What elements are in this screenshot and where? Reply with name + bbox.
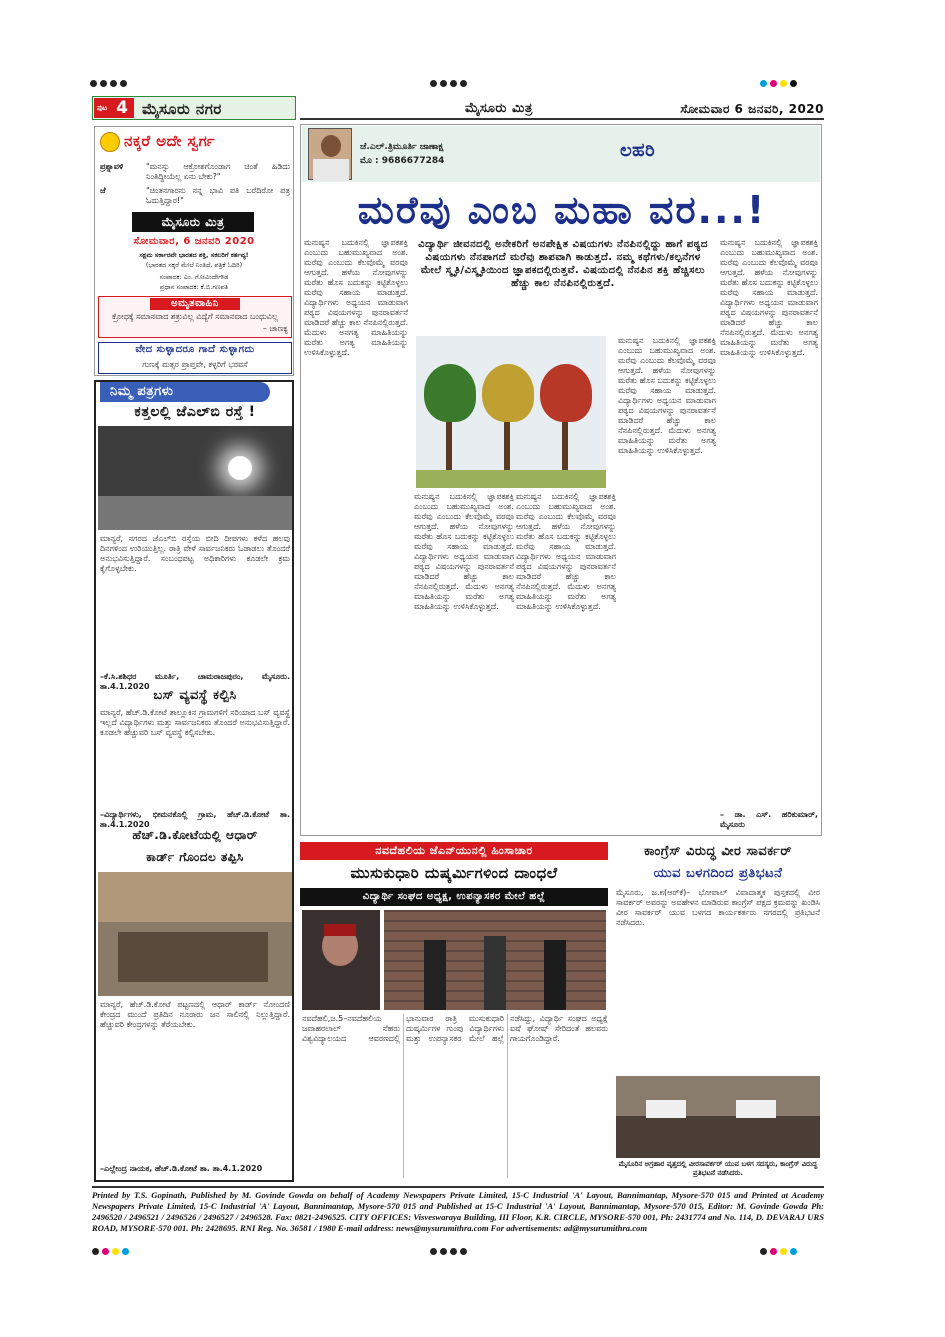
paper-name: ಮೈಸೂರು ಮಿತ್ರ [465, 101, 533, 116]
page-number: 4 [110, 98, 134, 118]
column-name: ಲಹರಿ [620, 140, 656, 161]
masthead-logo: ಮೈಸೂರು ಮಿತ್ರ [132, 212, 254, 232]
letter1-body: ಮಾನ್ಯರೆ, ನಗರದ ಜೆಎಲ್‌ಬಿ ರಸ್ತೆಯ ಬೀದಿ ದೀಪಗಳು ಕಳೆದ ಹಲವು ದಿನಗಳಿಂದ ಉರಿಯುತ್ತಿಲ್ಲ. ರಾತ್ರಿ ವೇಳೆ ಸಾರ್ವಜನಿಕರು ಓಡಾಡಲು ತೊಂದರೆ ಅನುಭವಿಸುತ್ತಿದ್ದಾರೆ. ಸಂಬಂಧಪಟ್ಟ ಅಧಿಕಾರಿಗಳು ಕೂಡಲೇ ಕ್ರಮ ಕೈಗೊಳ್ಳಬೇಕು. [100, 534, 290, 573]
issue-date: ಸೋಮವಾರ 6 ಜನವರಿ, 2020 [680, 102, 824, 116]
humor-a-label: ಜೆ [100, 186, 106, 195]
footer-rule [92, 1186, 824, 1188]
masthead-line4: ಪ್ರಧಾನ ಸಂಪಾದಕ: ಕೆ.ಬಿ.ಗಣಪತಿ [159, 283, 229, 291]
street-night-photo [98, 426, 292, 530]
humor-question: "ಮನಸ್ಸು ಆಕ್ರೋಶಗೊಂಡಾಗ ಚಿಂತೆ ಹಿಡಿದು ನಿಂತಿದ್ದೀಯೆಲ್ಲ ಏನು ಬೇಕು?" [146, 162, 290, 181]
section-title: ಮೈಸೂರು ನಗರ [142, 100, 222, 118]
letter2-signature: –ವಿದ್ಯಾರ್ಥಿಗಳು, ಭೀಮನಕೊಲ್ಲಿ ಗ್ರಾಮ, ಹೆಚ್.ಡಿ.ಕೋಟೆ ತಾ. ತಾ.4.1.2020 [100, 810, 290, 829]
letter3-title: ಹೆಚ್.ಡಿ.ಕೋಟೆಯಲ್ಲಿ ಆಧಾರ್ [132, 828, 258, 842]
registration-dots-top-left [90, 72, 190, 82]
registration-dots-top-right [760, 72, 840, 82]
letter1-title: ಕತ್ತಲಲ್ಲಿ ಜೆಎಲ್‌ಬಿ ರಸ್ತೆ ! [134, 404, 256, 420]
veda-text: ಗುಣಕ್ಕೆ ಮತ್ಸರ ಪ್ರಾಪ್ತವೇ, ಕಳ್ಳರಿಗೆ ಭರವಸೆ [142, 360, 248, 369]
feature-author-credit: – ಡಾ. ಎಸ್. ಹರಿಕುಮಾರ್, ಮೈಸೂರು [720, 810, 818, 829]
feature-body-col1: ಮನುಷ್ಯನ ಬದುಕಿನಲ್ಲಿ ಜ್ಞಾಪಕಶಕ್ತಿ ಎಂಬುದು ಬಹುಮುಖ್ಯವಾದ ಅಂಶ. ಮರೆವು ಎಂಬುದು ಕೆಲವೊಮ್ಮೆ ವರವೂ ಆಗುತ್ತದೆ. ಹಳೆಯ ನೋವುಗಳನ್ನು ಮರೆತು ಹೊಸ ಬದುಕನ್ನು ಕಟ್ಟಿಕೊಳ್ಳಲು ಮರೆವು ಸಹಾಯ ಮಾಡುತ್ತದೆ. ವಿದ್ಯಾರ್ಥಿಗಳು ಅಧ್ಯಯನ ಮಾಡುವಾಗ ಪಠ್ಯದ ವಿಷಯಗಳನ್ನು ಪುನರಾವರ್ತನೆ ಮಾಡಿದರೆ ಹೆಚ್ಚು ಕಾಲ ನೆನಪಿನಲ್ಲಿರುತ್ತದೆ. ಮೆದುಳು ಅನಗತ್ಯ ಮಾಹಿತಿಯನ್ನು ಮರೆತು ಅಗತ್ಯ ಮಾಹಿತಿಯನ್ನು ಉಳಿಸಿಕೊಳ್ಳುತ್ತದೆ. [304, 238, 408, 357]
feature-body-col5: ಮನುಷ್ಯನ ಬದುಕಿನಲ್ಲಿ ಜ್ಞಾಪಕಶಕ್ತಿ ಎಂಬುದು ಬಹುಮುಖ್ಯವಾದ ಅಂಶ. ಮರೆವು ಎಂಬುದು ಕೆಲವೊಮ್ಮೆ ವರವೂ ಆಗುತ್ತದೆ. ಹಳೆಯ ನೋವುಗಳನ್ನು ಮರೆತು ಹೊಸ ಬದುಕನ್ನು ಕಟ್ಟಿಕೊಳ್ಳಲು ಮರೆವು ಸಹಾಯ ಮಾಡುತ್ತದೆ. ವಿದ್ಯಾರ್ಥಿಗಳು ಅಧ್ಯಯನ ಮಾಡುವಾಗ ಪಠ್ಯದ ವಿಷಯಗಳನ್ನು ಪುನರಾವರ್ತನೆ ಮಾಡಿದರೆ ಹೆಚ್ಚು ಕಾಲ ನೆನಪಿನಲ್ಲಿರುತ್ತದೆ. ಮೆದುಳು ಅನಗತ್ಯ ಮಾಹಿತಿಯನ್ನು ಮರೆತು ಅಗತ್ಯ ಮಾಹಿತಿಯನ್ನು ಉಳಿಸಿಕೊಳ್ಳುತ್ತದೆ. [720, 238, 818, 357]
feature-title: ಮರೆವು ಎಂಬ ಮಹಾ ವರ...! [357, 188, 767, 232]
registration-dots-bottom-left [92, 1240, 192, 1250]
page-label: ಪುಟ [94, 98, 110, 118]
injured-student-photo [302, 910, 380, 1010]
feature-intro: ವಿದ್ಯಾರ್ಥಿ ಜೀವನದಲ್ಲಿ ಅನೇಕರಿಗೆ ಅನಪೇಕ್ಷಿತ ವಿಷಯಗಳು ನೆನಪಿನಲ್ಲಿದ್ದು ಹಾಗೆ ಪಠ್ಯದ ವಿಷಯಗಳು ನೆನಪಾಗದೆ ಮರೆವು ಶಾಪವಾಗಿ ಕಾಡುತ್ತದೆ. ನಮ್ಮ ಕಥೆಗಳು/ಕಲ್ಪನೆಗಳ ಮೇಲೆ ಸ್ಮೃತಿ/ವಿಸ್ಮೃತಿಯಿಂದ ಜ್ಞಾಪಕದಲ್ಲಿರುತ್ತವೆ. ವಿಷಯದಲ್ಲಿ ನೆನಪಿನ ಶಕ್ತಿ ಹೆಚ್ಚಿಸಲು ಹೆಚ್ಚು ಕಾಲ ನೆನಪಿನಲ್ಲಿರುತ್ತದೆ. [418, 239, 708, 289]
letter3-body: ಮಾನ್ಯರೆ, ಹೆಚ್.ಡಿ.ಕೋಟೆ ಪಟ್ಟಣದಲ್ಲಿ ಆಧಾರ್ ಕಾರ್ಡ್ ನೋಂದಣಿ ಕೇಂದ್ರದ ಮುಂದೆ ಪ್ರತಿದಿನ ನೂರಾರು ಜನ ಸಾಲಿನಲ್ಲಿ ನಿಲ್ಲುತ್ತಿದ್ದಾರೆ. ಹೆಚ್ಚುವರಿ ಕೇಂದ್ರಗಳನ್ನು ತೆರೆಯಬೇಕು. [100, 1000, 290, 1029]
jnu-title: ಮುಸುಕುಧಾರಿ ದುಷ್ಕರ್ಮಿಗಳಿಂದ ದಾಂಧಲೆ [350, 864, 558, 882]
feature-body-col4: ಮನುಷ್ಯನ ಬದುಕಿನಲ್ಲಿ ಜ್ಞಾಪಕಶಕ್ತಿ ಎಂಬುದು ಬಹುಮುಖ್ಯವಾದ ಅಂಶ. ಮರೆವು ಎಂಬುದು ಕೆಲವೊಮ್ಮೆ ವರವೂ ಆಗುತ್ತದೆ. ಹಳೆಯ ನೋವುಗಳನ್ನು ಮರೆತು ಹೊಸ ಬದುಕನ್ನು ಕಟ್ಟಿಕೊಳ್ಳಲು ಮರೆವು ಸಹಾಯ ಮಾಡುತ್ತದೆ. ವಿದ್ಯಾರ್ಥಿಗಳು ಅಧ್ಯಯನ ಮಾಡುವಾಗ ಪಠ್ಯದ ವಿಷಯಗಳನ್ನು ಪುನರಾವರ್ತನೆ ಮಾಡಿದರೆ ಹೆಚ್ಚು ಕಾಲ ನೆನಪಿನಲ್ಲಿರುತ್ತದೆ. ಮೆದುಳು ಅನಗತ್ಯ ಮಾಹಿತಿಯನ್ನು ಮರೆತು ಅಗತ್ಯ ಮಾಹಿತಿಯನ್ನು ಉಳಿಸಿಕೊಳ್ಳುತ್ತದೆ. [618, 336, 716, 455]
jnu-kicker: ನವದೆಹಲಿಯ ಜೆಎನ್‌ಯುನಲ್ಲಿ ಹಿಂಸಾಚಾರ [300, 842, 608, 860]
jnu-body: ನವದೆಹಲಿ,ಜ.5–ನವದೆಹಲಿಯ ಜವಾಹರಲಾಲ್ ನೆಹರು ವಿಶ್ವವಿದ್ಯಾಲಯದ ಆವರಣದಲ್ಲಿ ಭಾನುವಾರ ರಾತ್ರಿ ಮುಸುಕುಧಾರಿ ದುಷ್ಕರ್ಮಿಗಳ ಗುಂಪು ವಿದ್ಯಾರ್ಥಿಗಳು ಮತ್ತು ಉಪನ್ಯಾಸಕರ ಮೇಲೆ ಹಲ್ಲೆ ನಡೆಸಿದ್ದು, ವಿದ್ಯಾರ್ಥಿ ಸಂಘದ ಅಧ್ಯಕ್ಷೆ ಐಷೆ ಘೋಷ್ ಸೇರಿದಂತೆ ಹಲವರು ಗಾಯಗೊಂಡಿದ್ದಾರೆ. [302, 1014, 608, 1043]
columnist-phone: ಮೊ : 9686677284 [360, 156, 445, 166]
feature-body-col2: ಮನುಷ್ಯನ ಬದುಕಿನಲ್ಲಿ ಜ್ಞಾಪಕಶಕ್ತಿ ಎಂಬುದು ಬಹುಮುಖ್ಯವಾದ ಅಂಶ. ಮರೆವು ಎಂಬುದು ಕೆಲವೊಮ್ಮೆ ವರವೂ ಆಗುತ್ತದೆ. ಹಳೆಯ ನೋವುಗಳನ್ನು ಮರೆತು ಹೊಸ ಬದುಕನ್ನು ಕಟ್ಟಿಕೊಳ್ಳಲು ಮರೆವು ಸಹಾಯ ಮಾಡುತ್ತದೆ. ವಿದ್ಯಾರ್ಥಿಗಳು ಅಧ್ಯಯನ ಮಾಡುವಾಗ ಪಠ್ಯದ ವಿಷಯಗಳನ್ನು ಪುನರಾವರ್ತನೆ ಮಾಡಿದರೆ ಹೆಚ್ಚು ಕಾಲ ನೆನಪಿನಲ್ಲಿರುತ್ತದೆ. ಮೆದುಳು ಅನಗತ್ಯ ಮಾಹಿತಿಯನ್ನು ಮರೆತು ಅಗತ್ಯ ಮಾಹಿತಿಯನ್ನು ಉಳಿಸಿಕೊಳ್ಳುತ್ತದೆ. [414, 492, 514, 611]
masthead-line3: ಸಂಪಾದಕ: ಎಂ. ಗೋವಿಂದೇಗೌಡ [159, 273, 229, 281]
header-rule [300, 118, 824, 120]
masthead-line1: ಸಕ್ಷಮ ಸರ್ಕಾರವೇ ಭಾರತದ ಶಕ್ತಿ, ಸಕಲರಿಗೆ ಕರ್ತವ್ಯ! [139, 251, 249, 259]
protest-photo [616, 1076, 820, 1158]
amrutha-title: ಅಮೃತವಾಹಿನಿ [150, 298, 240, 310]
masked-attackers-photo [384, 910, 606, 1010]
humor-q-label: ಪ್ರಶ್ನಾವಳಿ [100, 162, 124, 171]
registration-dots-bottom-center [430, 1240, 510, 1250]
jnu-subtitle: ವಿದ್ಯಾರ್ಥಿ ಸಂಘದ ಅಧ್ಯಕ್ಷ, ಉಪನ್ಯಾಸಕರ ಮೇಲೆ ಹಲ್ಲೆ [300, 888, 608, 906]
letter1-signature: –ಕೆ.ಸಿ.ಶಶಿಧರ ಮೂರ್ತಿ, ಚಾಮರಾಜಪುರಂ, ಮೈಸೂರು. ತಾ.4.1.2020 [100, 672, 290, 691]
masthead-line2: (ಭಾರತದ ಸಕ್ಕರೆ ಮೇಲೆ ನಿಂತಿದೆ, ಪತ್ರಿಕೆ ಓದಿರಿ) [145, 261, 243, 269]
registration-dots-bottom-right [760, 1240, 840, 1250]
columnist-name: ಜೆ.ಎಲ್.ತ್ರಿಮೂರ್ತಿ ಜಾಣಾಕ್ಷ [360, 142, 444, 152]
letters-banner: ನಿಮ್ಮ ಪತ್ರಗಳು [100, 382, 270, 402]
veda-title: ವೇದ ಸುಳ್ಳಾದರೂ ಗಾದೆ ಸುಳ್ಳಾಗದು [135, 344, 255, 355]
letter2-title: ಬಸ್ ವ್ಯವಸ್ಥೆ ಕಲ್ಪಿಸಿ [153, 688, 237, 703]
footer-imprint: Printed by T.S. Gopinath, Published by M. Govinde Gowda on behalf of Academy Newspapers Private Limited, 15-C Industrial 'A' Layout, Bannimantap, Mysore-570 015 and Printed at Academy Newspapers Private Limited, 15-C Industrial 'A' Layout, Bannimantap, Mysore-570 015 and Published at 15-C Industrial 'A' Layout, Bannimantap, Mysore-570 015, Editor: M. Govinde Gowda Ph: 2496520 / 2496521 / 2496526 / 2496527 / 2496528. Fax: 0821-2496525. CITY OFFICES: Visveswaraya Building, III Floor, K.R. CIRCLE, MYSORE-570 001, Ph: 2431774 and No. 114, D. DEVARAJ URS ROAD, MYSORE-570 001. Ph: 2428695. RNI Reg. No. 36581 / 1980 E-mail address: news@mysurumithra.com For advertisements: ad@mysurumithra.com [92, 1190, 824, 1233]
savarkar-body: ಮೈಸೂರು, ಜ.೫(ಆರ್‌ಕೆ)– ಭೋಪಾಲ್ ವಿವಾದಾತ್ಮಕ ಪುಸ್ತಕದಲ್ಲಿ ವೀರ ಸಾವರ್ಕರ್ ಅವರನ್ನು ಅವಹೇಳನ ಮಾಡಿರುವ ಕಾಂಗ್ರೆಸ್ ಪಕ್ಷದ ಕ್ರಮವನ್ನು ಖಂಡಿಸಿ ವೀರ ಸಾವರ್ಕರ್ ಯುವ ಬಳಗದ ಕಾರ್ಯಕರ್ತರು ನಗರದಲ್ಲಿ ಪ್ರತಿಭಟನೆ ನಡೆಸಿದರು. [616, 888, 820, 927]
trees-head-illustration [416, 336, 606, 488]
feature-body-col3: ಮನುಷ್ಯನ ಬದುಕಿನಲ್ಲಿ ಜ್ಞಾಪಕಶಕ್ತಿ ಎಂಬುದು ಬಹುಮುಖ್ಯವಾದ ಅಂಶ. ಮರೆವು ಎಂಬುದು ಕೆಲವೊಮ್ಮೆ ವರವೂ ಆಗುತ್ತದೆ. ಹಳೆಯ ನೋವುಗಳನ್ನು ಮರೆತು ಹೊಸ ಬದುಕನ್ನು ಕಟ್ಟಿಕೊಳ್ಳಲು ಮರೆವು ಸಹಾಯ ಮಾಡುತ್ತದೆ. ವಿದ್ಯಾರ್ಥಿಗಳು ಅಧ್ಯಯನ ಮಾಡುವಾಗ ಪಠ್ಯದ ವಿಷಯಗಳನ್ನು ಪುನರಾವರ್ತನೆ ಮಾಡಿದರೆ ಹೆಚ್ಚು ಕಾಲ ನೆನಪಿನಲ್ಲಿರುತ್ತದೆ. ಮೆದುಳು ಅನಗತ್ಯ ಮಾಹಿತಿಯನ್ನು ಮರೆತು ಅಗತ್ಯ ಮಾಹಿತಿಯನ್ನು ಉಳಿಸಿಕೊಳ್ಳುತ್ತದೆ. [516, 492, 616, 611]
savarkar-title-2: ಯುವ ಬಳಗದಿಂದ ಪ್ರತಿಭಟನೆ [653, 866, 783, 881]
laughing-face-icon [100, 132, 120, 152]
letter2-body: ಮಾನ್ಯರೆ, ಹೆಚ್.ಡಿ.ಕೋಟೆ ತಾಲ್ಲೂಕಿನ ಗ್ರಾಮಗಳಿಗೆ ಸರಿಯಾದ ಬಸ್ ವ್ಯವಸ್ಥೆ ಇಲ್ಲದೆ ವಿದ್ಯಾರ್ಥಿಗಳು ಮತ್ತು ಸಾರ್ವಜನಿಕರು ತೊಂದರೆ ಅನುಭವಿಸುತ್ತಿದ್ದಾರೆ. ಕೂಡಲೇ ಹೆಚ್ಚುವರಿ ಬಸ್ ವ್ಯವಸ್ಥೆ ಕಲ್ಪಿಸಬೇಕು. [100, 708, 290, 737]
amrutha-text: ಕ್ರೋಧಕ್ಕೆ ಸಮಾನವಾದ ಶತ್ರುವಿಲ್ಲ ವಿದ್ಯೆಗೆ ಸಮಾನವಾದ ಬಂಧುವಿಲ್ಲ [112, 312, 278, 321]
letter3-title-2: ಕಾರ್ಡ್ ಗೊಂದಲ ತಪ್ಪಿಸಿ [146, 850, 244, 864]
feature-header [302, 126, 820, 182]
letter3-signature: –ಎಲ್ಲೇಂದ್ರ ನಾಯಕ, ಹೆಚ್.ಡಿ.ಕೋಟೆ ತಾ. ತಾ.4.1.2020 [100, 1164, 263, 1173]
amrutha-credit: – ಚಾಣಕ್ಯ [262, 324, 288, 333]
savarkar-title: ಕಾಂಗ್ರೆಸ್ ವಿರುದ್ಧ ವೀರ ಸಾವರ್ಕರ್ [644, 844, 792, 859]
humor-answer: "ಚಿಂತನಗಾರನು ನನ್ನ ಭಾವಿ ಪತಿ ಬರೆದಿರೋ ಪತ್ರ ಓದುತ್ತಿದ್ದಾರ!" [146, 186, 290, 205]
registration-dots-top-center [430, 72, 510, 82]
protest-caption: ಮೈಸೂರಿನ ಅಗ್ರಹಾರ ವೃತ್ತದಲ್ಲಿ ವೀರಸಾವರ್ಕರ್ ಯುವ ಬಳಗ ಸದಸ್ಯರು, ಕಾಂಗ್ರೆಸ್ ವಿರುದ್ಧ ಪ್ರತಿಭಟನೆ ನಡೆಸಿದರು. [618, 1160, 818, 1177]
masthead-date: ಸೋಮವಾರ, 6 ಜನವರಿ 2020 [133, 236, 255, 247]
columnist-photo [308, 128, 352, 180]
humor-title: ನಕ್ಕರೆ ಅದೇ ಸ್ವರ್ಗ [124, 132, 216, 150]
aadhaar-queue-photo [98, 872, 292, 996]
